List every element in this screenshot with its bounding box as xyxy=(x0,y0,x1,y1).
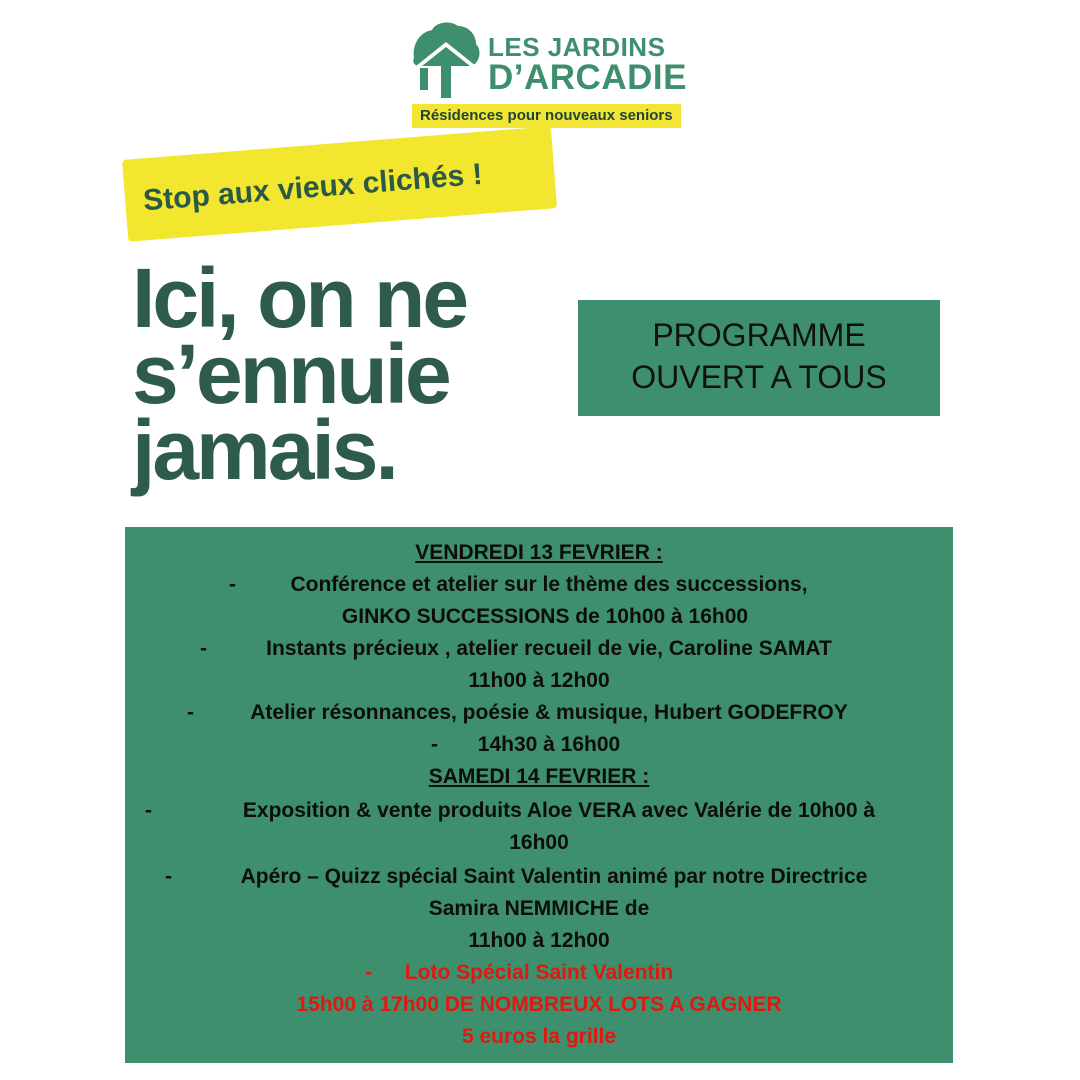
tree-house-icon xyxy=(410,18,482,98)
banner-text: Stop aux vieux clichés ! xyxy=(141,157,484,218)
bullet-dash: - xyxy=(145,799,152,822)
day-heading-friday: VENDREDI 13 FEVRIER : xyxy=(415,541,663,564)
event-6-price: 5 euros la grille xyxy=(461,1025,617,1048)
bullet-dash: - xyxy=(229,573,236,596)
bullet-dash: - xyxy=(165,865,172,888)
programme-box xyxy=(578,300,940,416)
bullet-dash: - xyxy=(187,701,194,724)
event-2-title: Instants précieux , atelier recueil de vie, Caroline SAMAT xyxy=(266,637,832,660)
bullet-dash: - xyxy=(365,961,372,984)
bullet-dash: - xyxy=(200,637,207,660)
logo-tagline: Résidences pour nouveaux seniors xyxy=(412,104,681,128)
event-3-time: 14h30 à 16h00 xyxy=(477,733,621,756)
event-1-title: Conférence et atelier sur le thème des successions, xyxy=(290,573,808,596)
event-3-title: Atelier résonnances, poésie & musique, Hubert GODEFROY xyxy=(250,701,848,724)
programme-line-1: PROGRAMME xyxy=(652,317,866,353)
event-6-title: Loto Spécial Saint Valentin xyxy=(404,961,674,984)
logo-name-line2: D’ARCADIE xyxy=(488,58,687,97)
headline-line-1: Ici, on ne xyxy=(132,251,467,345)
event-5-host: Samira NEMMICHE de xyxy=(428,897,650,920)
brand-logo xyxy=(410,18,710,130)
slogan-banner xyxy=(122,126,557,241)
event-1-details: GINKO SUCCESSIONS de 10h00 à 16h00 xyxy=(341,605,749,628)
logo-name-line1: LES JARDINS xyxy=(488,32,666,62)
bullet-dash: - xyxy=(431,733,438,756)
day-heading-saturday: SAMEDI 14 FEVRIER : xyxy=(428,765,650,788)
headline-line-2: s’ennuie xyxy=(132,327,449,421)
programme-line-2: OUVERT A TOUS xyxy=(631,359,887,395)
event-5-title: Apéro – Quizz spécial Saint Valentin animé par notre Directrice xyxy=(240,865,868,888)
event-4-title: Exposition & vente produits Aloe VERA avec Valérie de 10h00 à xyxy=(242,799,876,822)
event-6-time: 15h00 à 17h00 DE NOMBREUX LOTS A GAGNER xyxy=(296,993,782,1016)
event-2-time: 11h00 à 12h00 xyxy=(468,669,610,692)
schedule-panel xyxy=(125,527,953,1063)
headline xyxy=(132,251,552,497)
headline-line-3: jamais. xyxy=(132,403,396,497)
event-5-time: 11h00 à 12h00 xyxy=(468,929,610,952)
event-4-time: 16h00 xyxy=(509,831,569,854)
